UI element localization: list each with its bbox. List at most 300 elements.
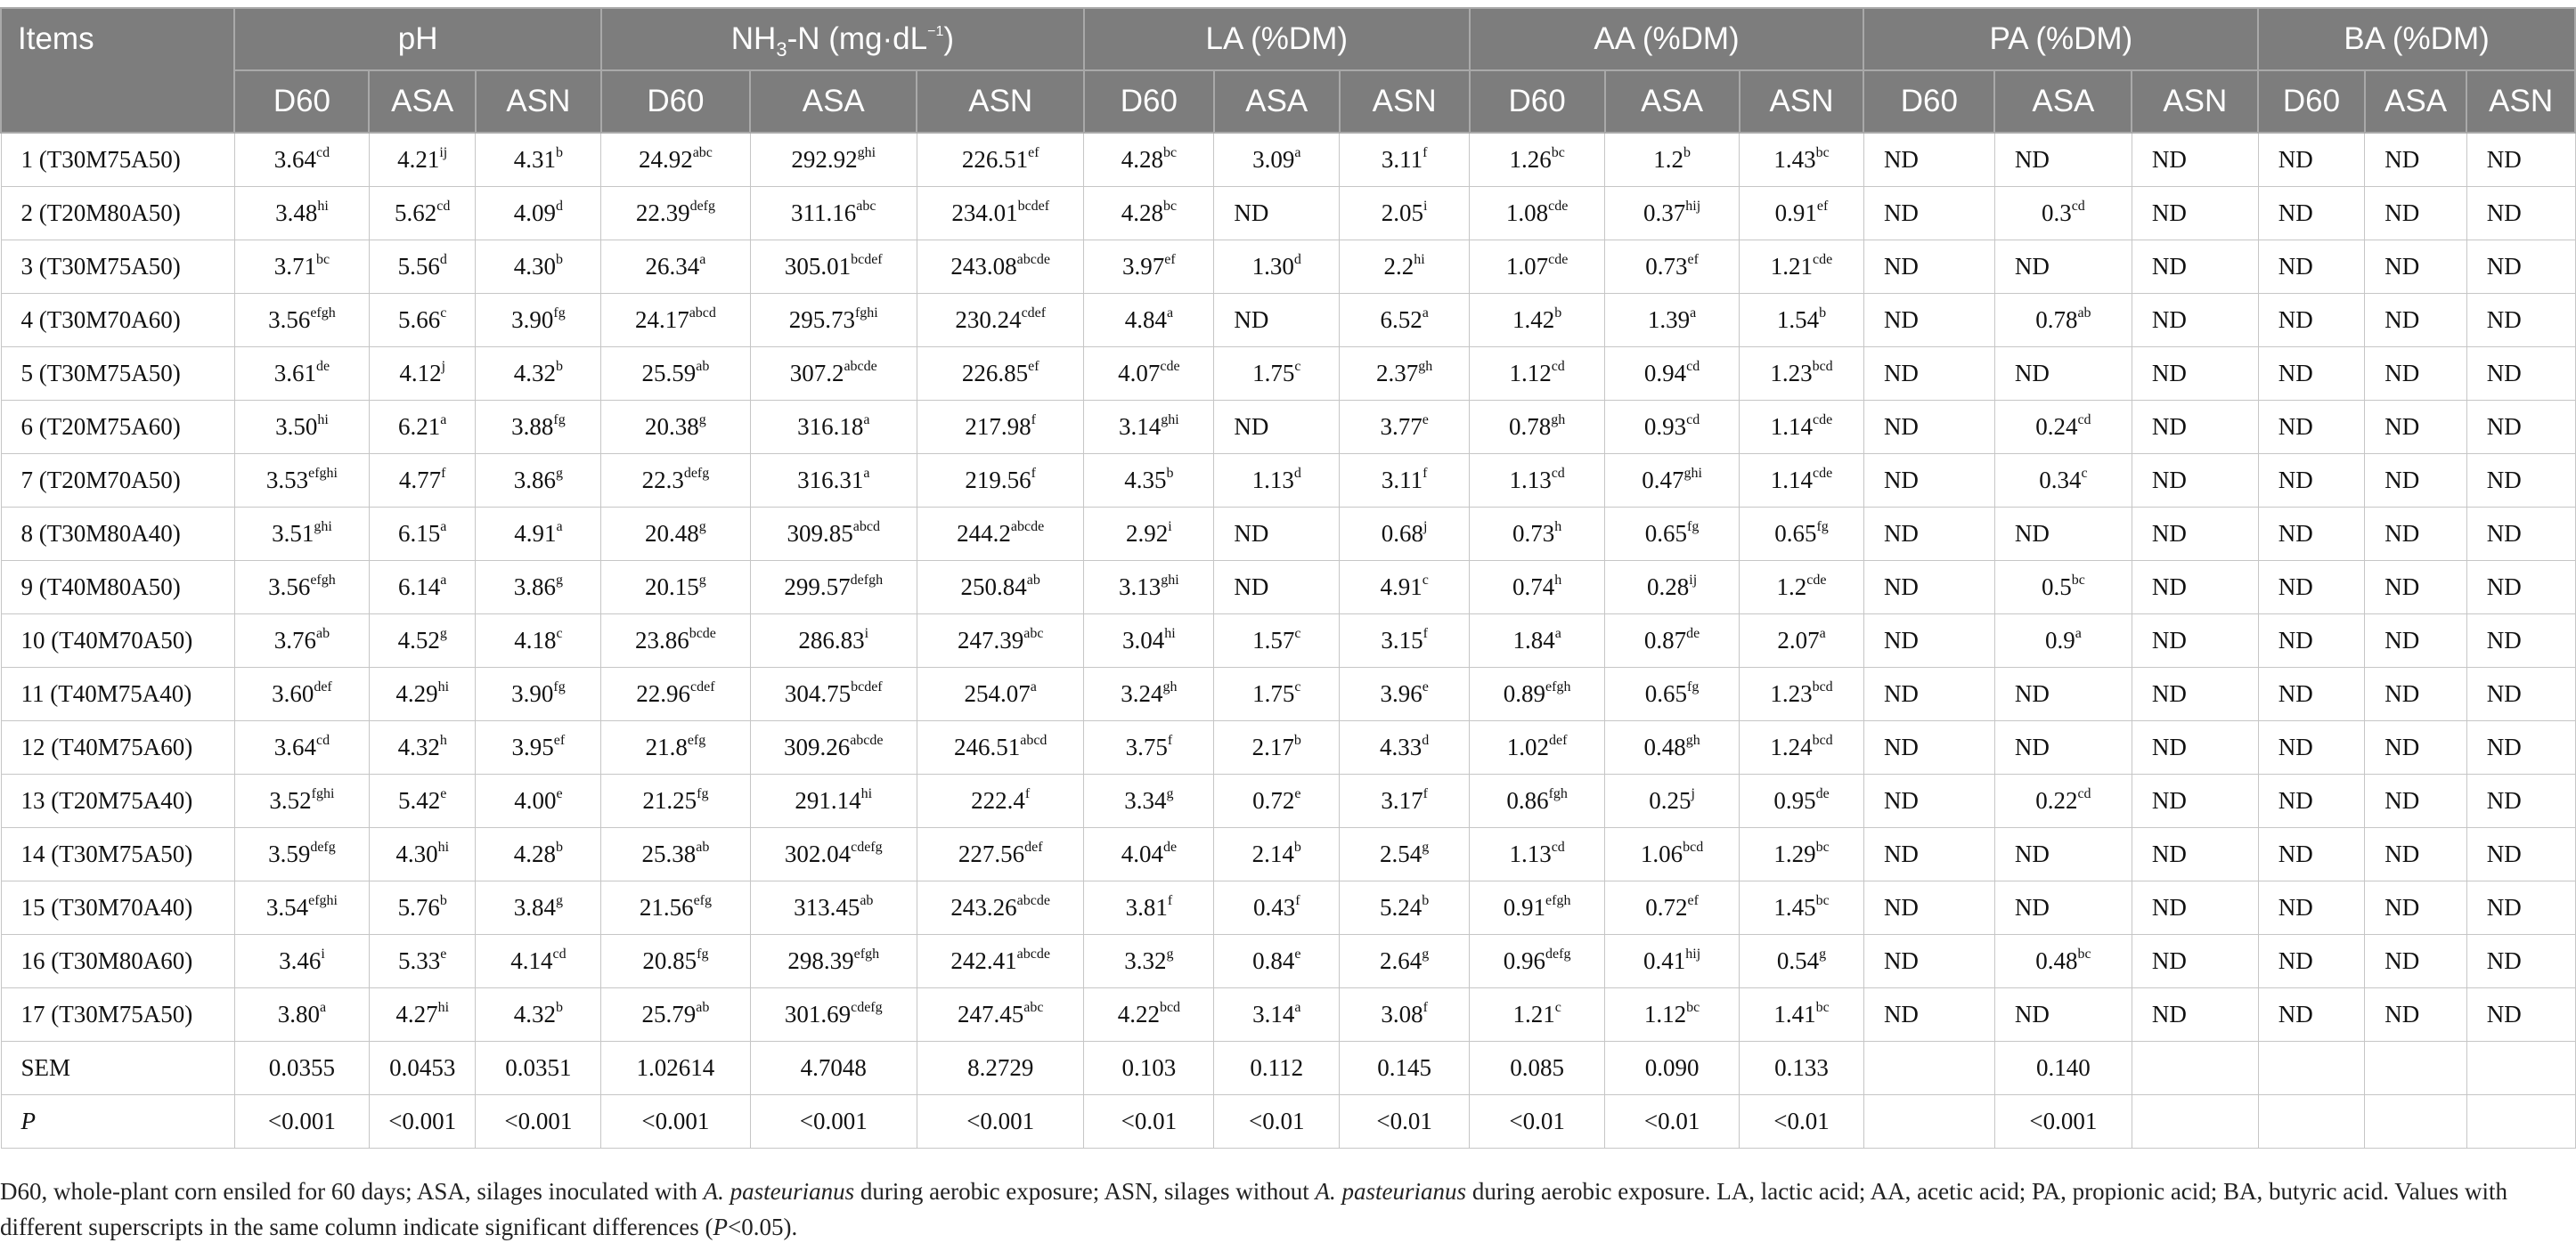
header-group-row (1, 8, 2575, 70)
table-cell (2132, 401, 2258, 454)
cell-value: 5.62 (395, 199, 437, 226)
table-cell (1084, 401, 1214, 454)
cell-superscript: efgh (1545, 679, 1571, 695)
cell-value: 1.12 (1509, 360, 1552, 386)
table-cell (1605, 721, 1740, 775)
cell-value: ND (2486, 734, 2522, 760)
cell-superscript: cd (1551, 840, 1565, 855)
table-cell (1605, 614, 1740, 668)
table-cell (2365, 401, 2467, 454)
cell-superscript: hi (1414, 252, 1425, 267)
table-cell (2132, 240, 2258, 294)
table-cell (2258, 240, 2365, 294)
cell-superscript: fg (1687, 519, 1700, 534)
table-cell (234, 775, 369, 828)
cell-value: 4.27 (395, 1001, 438, 1028)
cell-value: 1.23 (1770, 680, 1813, 707)
cell-superscript: g (1819, 946, 1827, 962)
table-cell (369, 294, 476, 347)
cell-value: 4.30 (513, 253, 557, 280)
cell-superscript: e (1422, 679, 1429, 695)
cell-superscript: abcd (852, 519, 880, 534)
table-cell (1994, 240, 2132, 294)
cell-superscript: efgh (310, 305, 336, 321)
cell-value: 5.56 (397, 253, 440, 280)
cell-value: 0.140 (2035, 1054, 2091, 1081)
table-cell (1863, 988, 1994, 1042)
cell-value: ND (2014, 841, 2050, 867)
cell-value: 227.56 (958, 841, 1025, 867)
table-row (1, 614, 2575, 668)
cell-superscript: cdef (690, 679, 715, 695)
table-cell (1605, 828, 1740, 881)
header-items: Items (1, 8, 234, 133)
table-cell (2466, 988, 2575, 1042)
table-cell (2466, 881, 2575, 935)
table-cell (917, 935, 1083, 988)
cell-value: <0.001 (966, 1108, 1035, 1134)
table-cell (601, 775, 750, 828)
table-cell (2365, 668, 2467, 721)
table-cell (1214, 1095, 1340, 1149)
cell-superscript: bc (1686, 1000, 1700, 1015)
cell-superscript: b (556, 252, 564, 267)
cell-superscript: hi (437, 1000, 450, 1015)
header-col-asa: ASA (369, 70, 476, 133)
table-cell (1214, 454, 1340, 508)
table-cell (1470, 988, 1605, 1042)
cell-value: 309.85 (787, 520, 853, 547)
cell-value: 316.18 (797, 413, 864, 440)
table-cell (234, 294, 369, 347)
cell-superscript: e (1294, 786, 1301, 801)
table-cell (234, 614, 369, 668)
cell-superscript: abc (692, 145, 713, 160)
table-cell (2365, 347, 2467, 401)
table-cell (234, 881, 369, 935)
cell-value: ND (1234, 573, 1269, 600)
cell-value: 3.97 (1122, 253, 1165, 280)
table-cell (601, 187, 750, 240)
table-cell (601, 1095, 750, 1149)
table-cell (476, 775, 601, 828)
table-cell (1470, 828, 1605, 881)
cell-value: 0.72 (1645, 894, 1688, 921)
table-row (1, 1042, 2575, 1095)
cell-value: 1.2 (1776, 573, 1807, 600)
cell-value: 6.15 (398, 520, 441, 547)
footnote-p-symbol: P (713, 1214, 728, 1240)
table-cell (1740, 614, 1864, 668)
cell-superscript: e (440, 946, 447, 962)
cell-value: 1.75 (1252, 680, 1295, 707)
cell-superscript: a (1422, 305, 1429, 321)
cell-superscript: cdefg (851, 1000, 883, 1015)
table-cell (1605, 988, 1740, 1042)
table-cell (2132, 988, 2258, 1042)
cell-value: 0.37 (1643, 199, 1686, 226)
table-cell (917, 347, 1083, 401)
table-cell (601, 881, 750, 935)
table-cell (2365, 935, 2467, 988)
cell-superscript: b (556, 1000, 564, 1015)
table-cell (1740, 401, 1864, 454)
cell-superscript: h (439, 733, 447, 748)
cell-value: 4.52 (397, 627, 440, 654)
table-cell (2258, 561, 2365, 614)
cell-superscript: d (439, 252, 447, 267)
cell-value: 3.60 (272, 680, 314, 707)
row-label: 13 (T20M75A40) (1, 775, 234, 828)
cell-value: ND (2278, 1001, 2313, 1028)
cell-value: 0.0351 (505, 1054, 572, 1081)
table-cell (369, 1042, 476, 1095)
table-cell (1340, 935, 1470, 988)
table-cell (369, 187, 476, 240)
table-cell (476, 508, 601, 561)
table-cell (476, 988, 601, 1042)
cell-value: 304.75 (784, 680, 852, 707)
cell-superscript: f (1423, 145, 1428, 160)
header-col-asa: ASA (750, 70, 917, 133)
table-cell (917, 508, 1083, 561)
cell-value: 1.75 (1252, 360, 1295, 386)
cell-value: ND (2278, 306, 2313, 333)
cell-superscript: a (440, 519, 447, 534)
cell-superscript: d (1293, 252, 1301, 267)
table-cell (750, 775, 917, 828)
table-cell (1994, 721, 2132, 775)
cell-value: ND (2151, 146, 2187, 173)
table-cell (1214, 828, 1340, 881)
table-cell (601, 935, 750, 988)
table-cell (1340, 508, 1470, 561)
cell-value: 244.2 (957, 520, 1011, 547)
table-cell (1470, 614, 1605, 668)
table-cell (1740, 935, 1864, 988)
cell-superscript: cde (1813, 252, 1833, 267)
table-cell (1470, 347, 1605, 401)
table-cell (234, 454, 369, 508)
cell-superscript: bc (1162, 145, 1178, 160)
table-cell (1084, 133, 1214, 187)
cell-value: ND (1883, 947, 1919, 974)
cell-superscript: j (441, 359, 446, 374)
cell-superscript: f (1167, 733, 1173, 748)
cell-value: 316.31 (797, 467, 864, 493)
cell-value: 3.80 (277, 1001, 320, 1028)
cell-value: 6.21 (398, 413, 441, 440)
table-cell (1994, 828, 2132, 881)
cell-superscript: fgh (1548, 786, 1568, 801)
table-cell (2132, 347, 2258, 401)
cell-value: 4.32 (397, 734, 440, 760)
cell-value: 1.84 (1512, 627, 1555, 654)
cell-value: 4.77 (398, 467, 442, 493)
table-cell (476, 133, 601, 187)
cell-value: 1.39 (1647, 306, 1691, 333)
cell-value: 0.87 (1643, 627, 1687, 654)
cell-value: ND (2151, 413, 2187, 440)
cell-value: 4.33 (1380, 734, 1423, 760)
cell-value: 1.29 (1773, 841, 1816, 867)
table-cell (1863, 721, 1994, 775)
cell-value: 226.85 (961, 360, 1029, 386)
table-cell (1605, 668, 1740, 721)
cell-value: 1.43 (1773, 146, 1816, 173)
cell-value: 3.90 (511, 306, 554, 333)
table-cell (1340, 828, 1470, 881)
cell-superscript: c (440, 305, 447, 321)
table-row (1, 294, 2575, 347)
table-cell (2365, 508, 2467, 561)
table-cell (1740, 1042, 1864, 1095)
cell-value: ND (1883, 627, 1919, 654)
cell-value: 25.79 (641, 1001, 697, 1028)
table-cell (1340, 721, 1470, 775)
cell-value: 3.46 (279, 947, 322, 974)
table-cell (2132, 881, 2258, 935)
table-cell (1740, 187, 1864, 240)
cell-value: ND (2486, 841, 2522, 867)
cell-value: 311.16 (791, 199, 857, 226)
table-cell (1994, 775, 2132, 828)
cell-superscript: g (1422, 840, 1430, 855)
cell-superscript: gh (1162, 679, 1178, 695)
table-cell (1340, 1042, 1470, 1095)
cell-value: 234.01 (951, 199, 1018, 226)
table-cell (1340, 561, 1470, 614)
table-cell (917, 988, 1083, 1042)
cell-value: ND (2014, 146, 2050, 173)
table-cell (2466, 240, 2575, 294)
cell-superscript: cde (1813, 412, 1833, 427)
table-cell (1470, 294, 1605, 347)
table-cell (2258, 614, 2365, 668)
cell-superscript: f (1167, 893, 1173, 908)
cell-value: 3.86 (513, 467, 557, 493)
table-cell (1863, 614, 1994, 668)
cell-value: ND (2014, 253, 2050, 280)
cell-value: 26.34 (645, 253, 700, 280)
table-cell (750, 508, 917, 561)
table-cell (1863, 294, 1994, 347)
cell-value: <0.001 (267, 1108, 336, 1134)
cell-value: 0.94 (1643, 360, 1687, 386)
table-cell (1470, 721, 1605, 775)
cell-value: ND (2278, 199, 2313, 226)
cell-superscript: ef (1687, 893, 1699, 908)
table-cell (1084, 614, 1214, 668)
cell-superscript: ghi (314, 519, 332, 534)
cell-value: 1.54 (1776, 306, 1820, 333)
cell-superscript: gh (1418, 359, 1433, 374)
table-cell (2258, 133, 2365, 187)
cell-superscript: bcd (1812, 733, 1833, 748)
cell-value: 4.91 (514, 520, 557, 547)
cell-value: 21.25 (642, 787, 697, 814)
cell-value: ND (2486, 253, 2522, 280)
table-cell (601, 988, 750, 1042)
table-cell (2365, 454, 2467, 508)
cell-superscript: g (1166, 786, 1174, 801)
table-cell (1863, 240, 1994, 294)
cell-value: ND (2486, 1001, 2522, 1028)
table-row (1, 668, 2575, 721)
cell-superscript: bcdef (1017, 199, 1050, 214)
table-cell (1470, 668, 1605, 721)
table-cell (1084, 347, 1214, 401)
cell-value: ND (2278, 787, 2313, 814)
table-cell (1214, 508, 1340, 561)
table-cell (476, 721, 601, 775)
cell-value: ND (2486, 467, 2522, 493)
cell-superscript: abcde (1016, 893, 1050, 908)
cell-value: 309.26 (783, 734, 851, 760)
table-cell (1214, 240, 1340, 294)
cell-superscript: fg (1816, 519, 1829, 534)
cell-superscript: ab (1026, 573, 1040, 588)
cell-value: 4.30 (395, 841, 438, 867)
table-cell (1470, 561, 1605, 614)
cell-value: 3.17 (1381, 787, 1423, 814)
cell-value: 286.83 (798, 627, 865, 654)
table-cell (1605, 935, 1740, 988)
row-label: 4 (T30M70A60) (1, 294, 234, 347)
cell-value: 5.33 (398, 947, 441, 974)
cell-value: <0.001 (641, 1108, 710, 1134)
table-cell (2258, 988, 2365, 1042)
cell-value: 20.48 (645, 520, 699, 547)
cell-value: 3.81 (1125, 894, 1168, 921)
cell-value: 1.30 (1251, 253, 1294, 280)
table-cell (1340, 988, 1470, 1042)
table-cell (1470, 240, 1605, 294)
table-row (1, 561, 2575, 614)
table-row (1, 775, 2575, 828)
row-label: 1 (T30M75A50) (1, 133, 234, 187)
table-cell (369, 347, 476, 401)
table-cell (917, 775, 1083, 828)
cell-value: ND (2278, 520, 2313, 547)
table-row (1, 881, 2575, 935)
table-cell (917, 401, 1083, 454)
cell-value: ND (2278, 841, 2313, 867)
cell-value: 3.04 (1122, 627, 1165, 654)
cell-value: 1.14 (1770, 413, 1814, 440)
cell-value: 3.53 (265, 467, 309, 493)
cell-superscript: abcde (850, 733, 884, 748)
cell-value: ND (1883, 413, 1919, 440)
cell-value: 4.21 (397, 146, 440, 173)
table-cell (369, 721, 476, 775)
cell-superscript: gh (1551, 412, 1566, 427)
table-cell (601, 828, 750, 881)
cell-superscript: hij (1685, 199, 1701, 214)
cell-value: 1.02 (1506, 734, 1550, 760)
table-cell (1214, 881, 1340, 935)
cell-superscript: j (1423, 519, 1428, 534)
table-cell (750, 828, 917, 881)
cell-superscript: c (2081, 466, 2088, 481)
cell-value: 1.14 (1770, 467, 1814, 493)
table-cell (369, 775, 476, 828)
cell-value: ND (2278, 680, 2313, 707)
cell-superscript: a (863, 412, 870, 427)
table-cell (1863, 775, 1994, 828)
table-cell (601, 721, 750, 775)
cell-superscript: g (698, 573, 706, 588)
cell-value: 5.42 (398, 787, 441, 814)
header-col-d60: D60 (2258, 70, 2365, 133)
cell-superscript: hi (860, 786, 873, 801)
cell-value: ND (2384, 467, 2420, 493)
cell-value: ND (2278, 253, 2313, 280)
cell-superscript: bcdef (851, 252, 883, 267)
cell-value: 4.32 (513, 360, 557, 386)
cell-value: ND (2278, 627, 2313, 654)
cell-value: 0.73 (1512, 520, 1555, 547)
cell-value: 25.59 (641, 360, 697, 386)
cell-value: ND (2486, 146, 2522, 173)
cell-value: 0.65 (1774, 520, 1817, 547)
cell-superscript: def (314, 679, 332, 695)
table-cell (1470, 508, 1605, 561)
table-cell (1740, 721, 1864, 775)
table-cell (750, 1095, 917, 1149)
table-cell (476, 454, 601, 508)
cell-value: ND (2014, 680, 2050, 707)
cell-value: 292.92 (791, 146, 858, 173)
row-label: 10 (T40M70A50) (1, 614, 234, 668)
cell-superscript: e (440, 786, 447, 801)
table-cell (476, 668, 601, 721)
table-row (1, 828, 2575, 881)
cell-value: 0.5 (2041, 573, 2072, 600)
table-cell (917, 187, 1083, 240)
cell-value: ND (1234, 520, 1269, 547)
cell-superscript: de (1815, 786, 1830, 801)
cell-value: 24.17 (634, 306, 689, 333)
cell-superscript: efgh (310, 573, 336, 588)
table-cell (1214, 775, 1340, 828)
cell-value: 3.50 (275, 413, 318, 440)
cell-value: 25.38 (641, 841, 697, 867)
table-cell (601, 508, 750, 561)
table-cell (601, 454, 750, 508)
cell-superscript: ij (1689, 573, 1698, 588)
table-cell (234, 347, 369, 401)
cell-value: ND (2486, 947, 2522, 974)
cell-superscript: fg (1687, 679, 1700, 695)
cell-superscript: abcde (844, 359, 877, 374)
cell-value: 4.31 (513, 146, 557, 173)
cell-superscript: d (1293, 466, 1301, 481)
table-cell (1740, 988, 1864, 1042)
cell-superscript: cd (1686, 359, 1700, 374)
cell-value: 5.66 (398, 306, 441, 333)
table-cell (601, 1042, 750, 1095)
table-cell (2258, 828, 2365, 881)
cell-value: 2.17 (1251, 734, 1294, 760)
cell-superscript: abc (856, 199, 876, 214)
cell-superscript: g (556, 466, 564, 481)
table-cell (2365, 881, 2467, 935)
header-group-2: LA (%DM) (1084, 8, 1470, 70)
table-cell (476, 401, 601, 454)
table-cell (2466, 561, 2575, 614)
cell-value: ND (2151, 627, 2187, 654)
